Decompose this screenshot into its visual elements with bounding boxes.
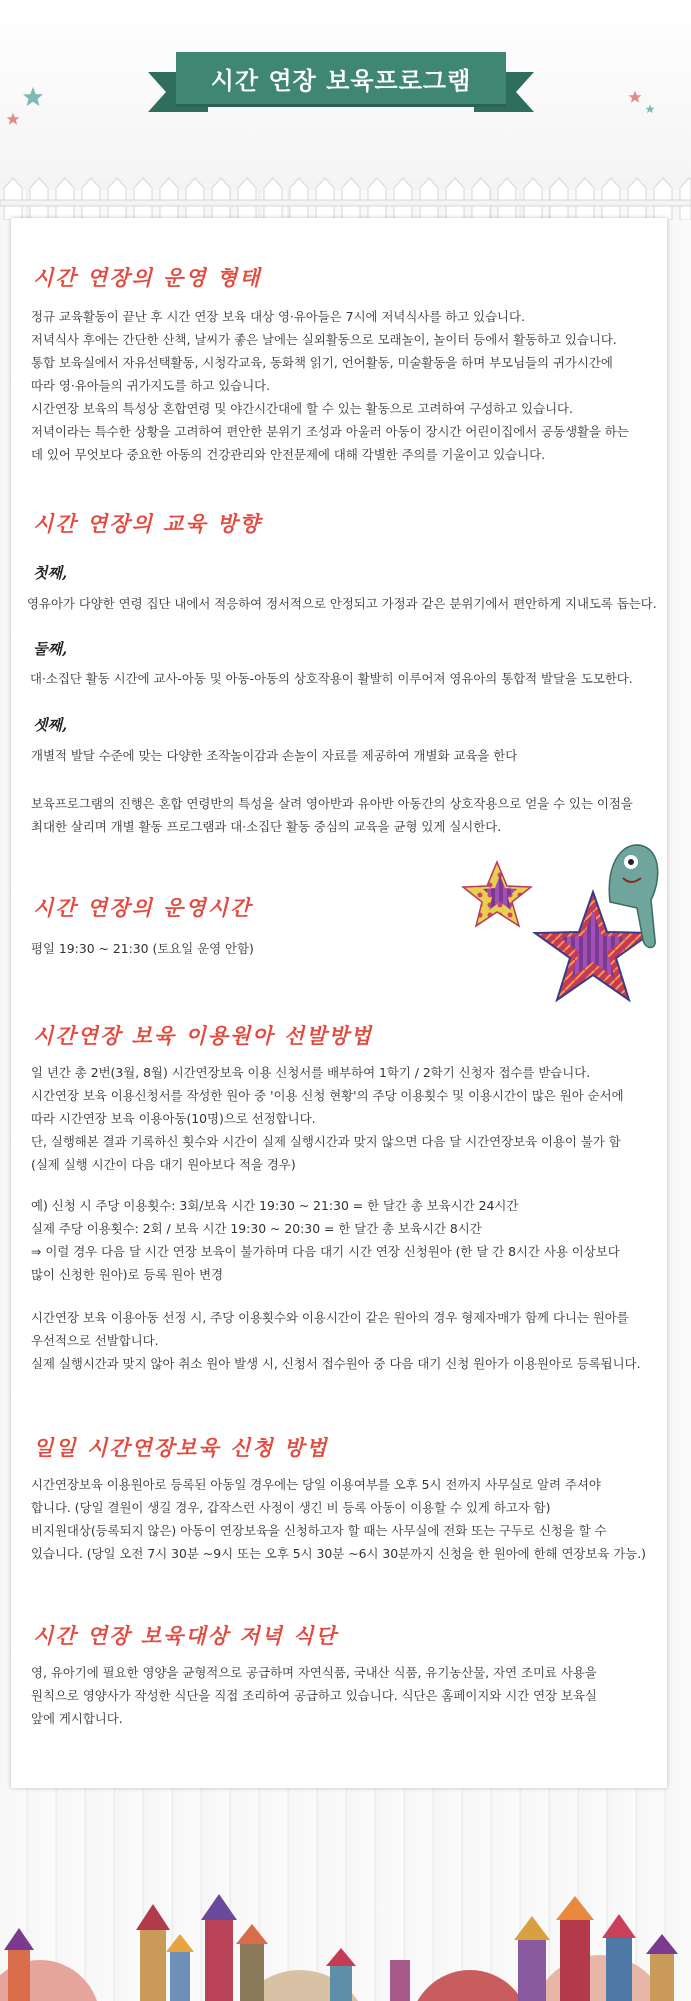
text-line: 있습니다. (당일 오전 7시 30분 ~9시 또는 오후 5시 30분 ~6시 30분까지 신청을 한 원아에 한해 연장보육 가능.) [31, 1546, 646, 1561]
title-banner [176, 52, 506, 108]
text-line: 실제 실행시간과 맞지 않아 취소 원아 발생 시, 신청서 접수원아 중 다음 대기 신청 원아가 이용원아로 등록됩니다. [31, 1356, 641, 1371]
operation-text [31, 305, 661, 466]
picket-fence [0, 170, 691, 220]
second-text [30, 667, 660, 690]
page-title: 시간 연장 보육프로그램 [210, 66, 472, 95]
text-line: 앞에 게시합니다. [31, 1711, 123, 1726]
direction-summary [31, 792, 661, 838]
selection-text-c [31, 1306, 661, 1375]
section-title-hours: 시간 연장의 운영시간 [33, 895, 253, 920]
text-line: 최대한 살리며 개별 활동 프로그램과 대·소집단 활동 중심의 교육을 균형 있게 실시한다. [31, 819, 502, 834]
section-title-direction: 시간 연장의 교육 방향 [33, 511, 262, 536]
text-line: 비지원대상(등록되지 않은) 아동이 연장보육을 신청하고자 할 때는 사무실에 전화 또는 구두로 신청을 할 수 [31, 1523, 607, 1538]
text-line: 따라 영·유아들의 귀가지도를 하고 있습니다. [31, 378, 271, 393]
text-line: 예) 신청 시 주당 이용횟수: 3회/보육 시간 19:30 ~ 21:30 = 한 달간 총 보육시간 24시간 [31, 1198, 519, 1213]
selection-example [31, 1194, 661, 1286]
text-line: 보육프로그램의 진행은 혼합 연령반의 특성을 살려 영아반과 유아반 아동간의 상호작용으로 얻을 수 있는 이점을 [31, 796, 633, 811]
apply-text [31, 1473, 661, 1565]
text-line: 영유아가 다양한 연령 집단 내에서 적응하여 정서적으로 안정되고 가정과 같은 분위기에서 편안하게 지내도록 돕는다. [27, 596, 657, 611]
text-line: (실제 실행 시간이 다음 대기 원아보다 적을 경우) [31, 1157, 296, 1172]
selection-text-a [31, 1061, 661, 1176]
third-label: 셋째, [33, 716, 68, 734]
star-mascot-illustration [455, 840, 675, 1020]
section-title-selection: 시간연장 보육 이용원아 선발방법 [33, 1023, 373, 1048]
third-text [31, 744, 661, 767]
text-line: 시간연장보육 이용원아로 등록된 아동일 경우에는 당일 이용여부를 오후 5시 전까지 사무실로 알려 주셔야 [31, 1477, 601, 1492]
text-line: 단, 실행해본 결과 기록하신 횟수와 시간이 실제 실행시간과 맞지 않으면 다음 달 시간연장보육 이용이 불가 함 [31, 1134, 621, 1149]
text-line: 많이 신청한 원아)로 등록 원아 변경 [31, 1267, 224, 1282]
section-title-meal: 시간 연장 보육대상 저녁 식단 [33, 1623, 338, 1648]
section-title-apply: 일일 시간연장보육 신청 방법 [33, 1435, 329, 1460]
text-line: 평일 19:30 ~ 21:30 (토요일 운영 안함) [31, 941, 254, 956]
text-line: 일 년간 총 2번(3월, 8월) 시간연장보육 이용 신청서를 배부하여 1학기 / 2학기 신청자 접수를 받습니다. [31, 1065, 591, 1080]
text-line: 합니다. (당일 결원이 생길 경우, 갑작스런 사정이 생긴 비 등록 아동이 이용할 수 있게 하고자 함) [31, 1500, 551, 1515]
star-icon [6, 112, 20, 126]
star-icon [628, 90, 642, 104]
text-line: 대·소집단 활동 시간에 교사-아동 및 아동-아동의 상호작용이 활발히 이루어져 영유아의 통합적 발달을 도모한다. [30, 671, 633, 686]
text-line: 시간연장 보육 이용신청서를 작성한 원아 중 '이용 신청 현황'의 주당 이용횟수 및 이용시간이 많은 원아 순서에 [31, 1088, 624, 1103]
text-line: 시간연장 보육의 특성상 혼합연령 및 야간시간대에 할 수 있는 활동으로 고려하여 구성하고 있습니다. [31, 401, 573, 416]
text-line: 따라 시간연장 보육 이용아동(10명)으로 선정합니다. [31, 1111, 316, 1126]
text-line: 우선적으로 선발합니다. [31, 1333, 159, 1348]
section-title-operation: 시간 연장의 운영 형태 [33, 265, 262, 290]
text-line: 데 있어 무엇보다 중요한 아동의 건강관리와 안전문제에 대해 각별한 주의를 기울이고 있습니다. [31, 447, 546, 462]
text-line: 실제 주당 이용횟수: 2회 / 보육 시간 19:30 ~ 20:30 = 한 달간 총 보육시간 8시간 [31, 1221, 482, 1236]
text-line: 개별적 발달 수준에 맞는 다양한 조작놀이감과 손놀이 자료를 제공하여 개별화 교육을 한다 [31, 748, 518, 763]
text-line: 정규 교육활동이 끝난 후 시간 연장 보육 대상 영·유아들은 7시에 저녁식사를 하고 있습니다. [31, 309, 525, 324]
ribbon [176, 52, 506, 107]
text-line: 통합 보육실에서 자유선택활동, 시청각교육, 동화책 읽기, 언어활동, 미술활동을 하며 부모님들의 귀가시간에 [31, 355, 613, 370]
second-label: 둘째, [33, 640, 68, 658]
village-illustration [0, 1890, 691, 2001]
first-label: 첫째, [33, 564, 68, 582]
text-line: 영, 유아기에 필요한 영양을 균형적으로 공급하며 자연식품, 국내산 식품, 유기농산물, 자연 조미료 사용을 [31, 1665, 597, 1680]
text-line: 시간연장 보육 이용아동 선정 시, 주당 이용횟수와 이용시간이 같은 원아의 경우 형제자매가 함께 다니는 원아를 [31, 1310, 629, 1325]
text-line: 원칙으로 영양사가 작성한 식단을 직접 조리하여 공급하고 있습니다. 식단은 홈페이지와 시간 연장 보육실 [31, 1688, 597, 1703]
star-icon [645, 104, 655, 114]
text-line: ⇒ 이럴 경우 다음 달 시간 연장 보육이 불가하며 다음 대기 시간 연장 신청원아 (한 달 간 8시간 사용 이상보다 [31, 1244, 620, 1259]
star-icon [22, 86, 44, 108]
text-line: 저녁이라는 특수한 상황을 고려하여 편안한 분위기 조성과 아울러 아동이 장시간 어린이집에서 공동생활을 하는 [31, 424, 629, 439]
meal-text [31, 1661, 661, 1730]
text-line: 저녁식사 후에는 간단한 산책, 날씨가 좋은 날에는 실외활동으로 모래놀이, 놀이터 등에서 활동하고 있습니다. [31, 332, 617, 347]
first-text [27, 592, 657, 615]
